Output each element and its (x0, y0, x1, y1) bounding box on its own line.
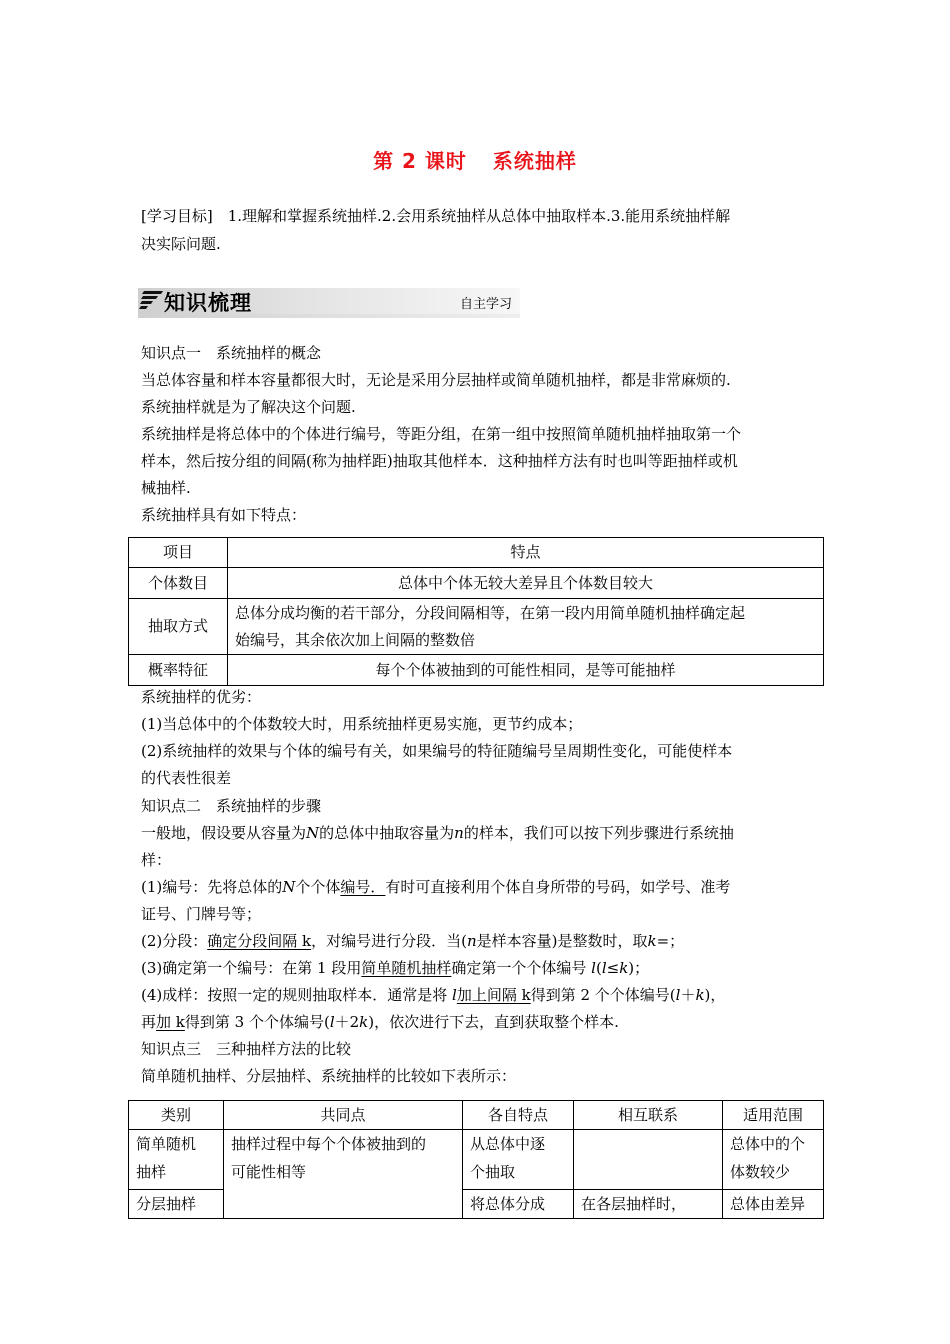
step-four: (4)成样：按照一定的规则抽取样本．通常是将 l加上间隔 k得到第 2 个个体编号(l＋k)， (141, 986, 726, 1004)
cell-line: 始编号，其余依次加上间隔的整数倍 (235, 630, 476, 649)
paragraph-line: (1)当总体中的个体数较大时，用系统抽样更易实施，更节约成本； (141, 715, 583, 733)
paragraph-line: 系统抽样的优劣： (141, 688, 262, 706)
lesson-topic: 系统抽样 (492, 149, 577, 173)
learning-goals-line: [学习目标] 1.理解和掌握系统抽样.2.会用系统抽样从总体中抽取样本.3.能用系统抽样解 (141, 207, 731, 225)
section-two (141, 793, 823, 1090)
section-banner (138, 284, 520, 332)
banner-title: 知识梳理 (164, 291, 252, 315)
paragraph-line: 当总体容量和样本容量都很大时，无论是采用分层抽样或简单随机抽样，都是非常麻烦的. (141, 371, 731, 389)
step-one: (1)编号：先将总体的N个个体编号．有时可直接利用个体自身所带的号码，如学号、准考 (141, 878, 731, 896)
learning-goals-line: 决实际问题. (141, 235, 221, 253)
table-header-cell: 类别 (129, 1101, 224, 1130)
paragraph-line: 系统抽样是将总体中的个体进行编号，等距分组，在第一组中按照简单随机抽样抽取第一个 (141, 425, 742, 443)
features-table (128, 537, 824, 686)
table-header-cell: 适用范围 (723, 1101, 824, 1130)
table-row (129, 1130, 824, 1190)
section-heading: 知识点二 系统抽样的步骤 (141, 797, 322, 815)
step-three: (3)确定第一个编号：在第 1 段用简单随机抽样确定第一个个体编号 l(l≤k)； (141, 959, 650, 977)
table-cell: 个体数目 (129, 568, 228, 599)
paragraph-line: 样： (141, 851, 172, 869)
table-header-cell: 相互联系 (574, 1101, 723, 1130)
paragraph-line: 一般地，假设要从容量为N的总体中抽取容量为n的样本，我们可以按下列步骤进行系统抽 (141, 824, 734, 842)
table-header-cell: 项目 (129, 538, 228, 568)
comparison-table (128, 1100, 824, 1219)
section-one (141, 340, 823, 529)
table-cell: 将总体分成 (463, 1190, 574, 1219)
table-row (129, 655, 824, 686)
step-two: (2)分段：确定分段间隔 k，对编号进行分段．当(n是样本容量)是整数时，取k=； (141, 932, 685, 950)
paragraph-line: 系统抽样具有如下特点： (141, 506, 307, 524)
paragraph-line: 证号、门牌号等； (141, 905, 262, 923)
table-cell: 概率特征 (129, 655, 228, 686)
table-cell: 简单随机 抽样 (129, 1130, 224, 1190)
table-cell: 抽取方式 (129, 599, 228, 655)
table-cell: 在各层抽样时， (574, 1190, 723, 1219)
table-cell: 每个个体被抽到的可能性相同，是等可能抽样 (228, 655, 824, 686)
section-heading: 知识点三 三种抽样方法的比较 (141, 1040, 352, 1058)
table-cell: 抽样过程中每个个体被抽到的 可能性相等 (224, 1130, 463, 1219)
table-header-cell: 特点 (228, 538, 824, 568)
paragraph-line: 简单随机抽样、分层抽样、系统抽样的比较如下表所示： (141, 1067, 517, 1085)
table-row (129, 599, 824, 655)
pros-cons (141, 684, 823, 792)
learning-goals (141, 202, 821, 258)
table-cell (574, 1130, 723, 1190)
paragraph-line: (2)系统抽样的效果与个体的编号有关，如果编号的特征随编号呈周期性变化，可能使样本 (141, 742, 733, 760)
paragraph-line: 械抽样. (141, 479, 191, 497)
paragraph-line: 的代表性很差 (141, 769, 232, 787)
paragraph-line: 系统抽样就是为了解决这个问题. (141, 398, 356, 416)
section-heading: 知识点一 系统抽样的概念 (141, 344, 322, 362)
table-row (129, 1101, 824, 1130)
lesson-title (0, 145, 950, 174)
table-header-cell: 共同点 (224, 1101, 463, 1130)
banner-subtitle: 自主学习 (460, 297, 513, 312)
table-row (129, 568, 824, 599)
table-cell: 总体中的个 体数较少 (723, 1130, 824, 1190)
table-cell: 总体由差异 (723, 1190, 824, 1219)
table-row (129, 538, 824, 568)
table-cell: 分层抽样 (129, 1190, 224, 1219)
stripes-icon (140, 290, 160, 310)
table-cell: 从总体中逐 个抽取 (463, 1130, 574, 1190)
cell-line: 总体分成均衡的若干部分，分段间隔相等，在第一段内用简单随机抽样确定起 (235, 603, 746, 622)
table-cell (228, 599, 824, 655)
table-cell: 总体中个体无较大差异且个体数目较大 (228, 568, 824, 599)
paragraph-line: 样本，然后按分组的间隔(称为抽样距)抽取其他样本．这种抽样方法有时也叫等距抽样或机 (141, 452, 738, 470)
lesson-number: 第 2 课时 (373, 149, 467, 173)
paragraph-line: 再加 k得到第 3 个个体编号(l＋2k)，依次进行下去，直到获取整个样本. (141, 1013, 619, 1031)
table-header-cell: 各自特点 (463, 1101, 574, 1130)
